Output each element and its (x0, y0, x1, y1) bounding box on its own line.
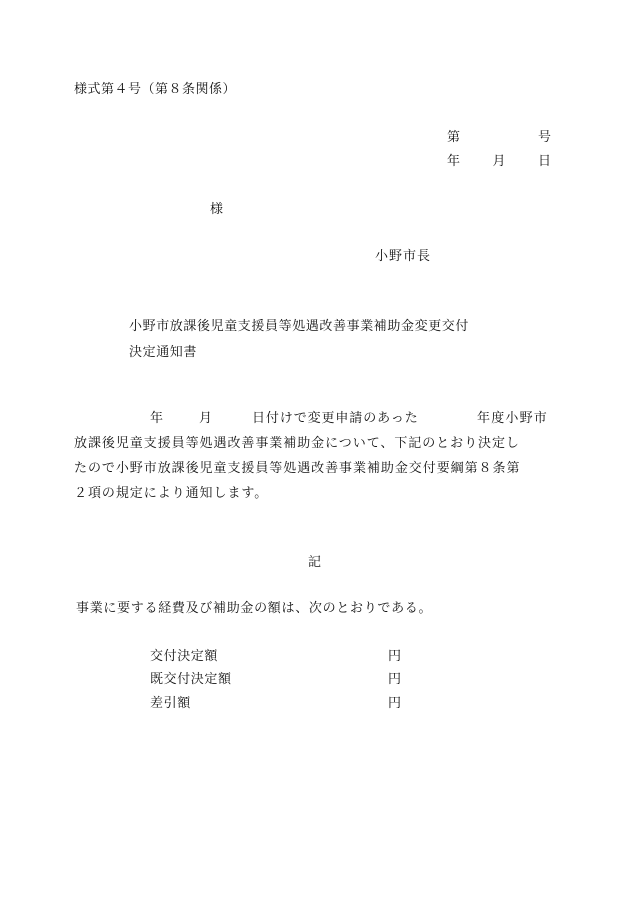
item-unit-difference: 円 (388, 696, 402, 711)
form-label: 様式第４号（第８条関係） (74, 82, 237, 97)
item-label-prior-decision: 既交付決定額 (150, 672, 232, 687)
body-line-3: たので小野市放課後児童支援員等処遇改善事業補助金交付要綱第８条第 (74, 461, 521, 476)
body-line-1-tail-a: 日付けで変更申請のあった (252, 411, 419, 426)
summary-text: 事業に要する経費及び補助金の額は、次のとおりである。 (76, 601, 433, 616)
document-title-line-1: 小野市放課後児童支援員等処遇改善事業補助金変更交付 (129, 319, 470, 334)
date-month: 月 (492, 154, 506, 169)
document-number (447, 131, 551, 144)
issuer-name: 小野市長 (375, 249, 432, 264)
item-unit-prior-decision: 円 (388, 672, 402, 687)
body-month-mark: 月 (199, 411, 213, 426)
document-title-line-2: 決定通知書 (129, 345, 198, 360)
document-number-prefix: 第 (447, 130, 461, 145)
addressee-honorific: 様 (210, 202, 224, 217)
body-line-2: 放課後児童支援員等処遇改善事業補助金について、下記のとおり決定し (74, 436, 520, 451)
item-label-difference: 差引額 (150, 696, 191, 711)
date-year: 年 (447, 154, 461, 169)
body-line-4: ２項の規定により通知します。 (74, 486, 269, 501)
document-number-suffix: 号 (537, 130, 551, 145)
body-line-1-tail-b: 年度小野市 (477, 411, 549, 426)
item-unit-grant-decision: 円 (388, 649, 402, 664)
item-label-grant-decision: 交付決定額 (150, 649, 219, 664)
date-day: 日 (537, 154, 551, 169)
issue-date (447, 155, 551, 168)
ki-heading: 記 (308, 555, 322, 570)
body-year-mark: 年 (150, 411, 164, 426)
